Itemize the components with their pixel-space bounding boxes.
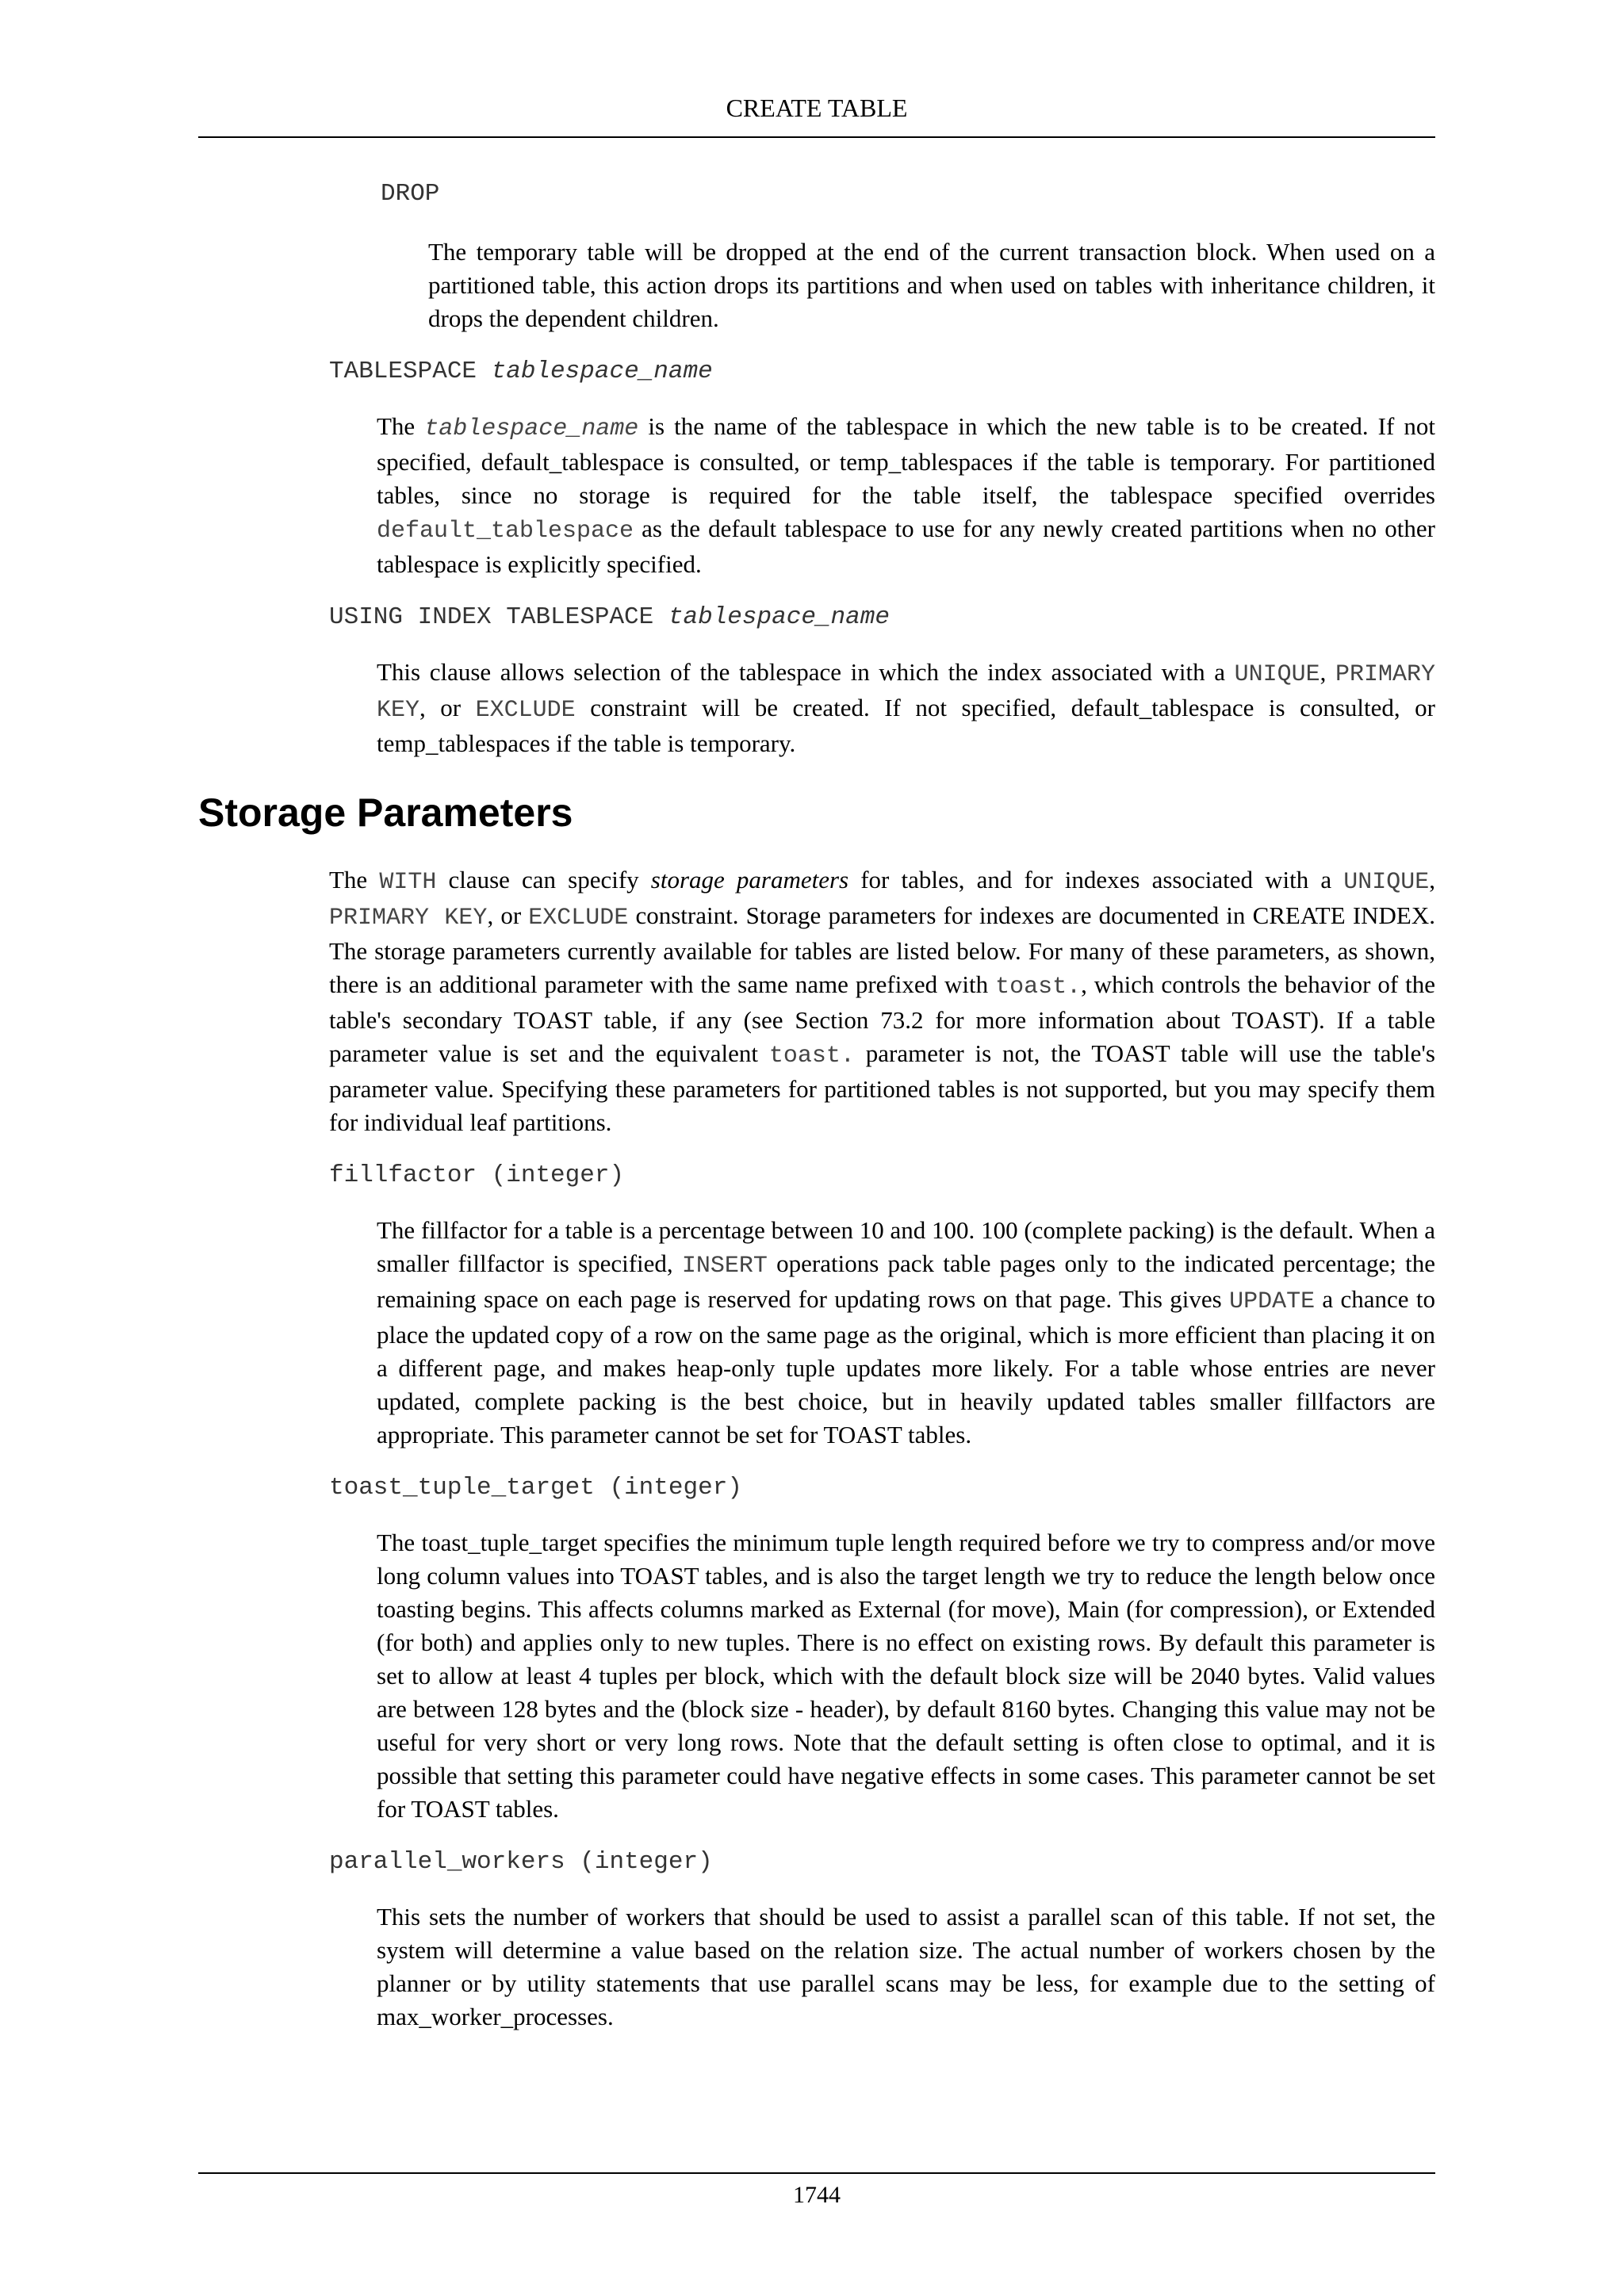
code-update: UPDATE — [1229, 1288, 1316, 1315]
code-exclude: EXCLUDE — [475, 697, 576, 724]
using-index-description: This clause allows selection of the tablespace in which the index associated with a UNIQUE, PRIMARY KEY, or EXCLUDE constraint will be created. If not specified, default_tablespace is consulted, or temp_tablespaces if the table is temporary. — [377, 658, 1436, 757]
term-using-index-tablespace — [329, 602, 1435, 633]
section-heading-storage-parameters: Storage Parameters — [198, 790, 573, 835]
term-param: tablespace_name — [491, 358, 713, 385]
fillfactor-description: The fillfactor for a table is a percentage between 10 and 100. 100 (complete packing) is the default. When a smaller fillfactor is specified, INSERT operations pack table pages only to the indicated percentage; the remaining space on each page is reserved for updating rows on that page. This gives UPDATE a chance to place the updated copy of a row on the same page as the original, which is more efficient than placing it on a different page, and makes heap-only tuple updates more likely. For a table whose entries are never updated, complete packing is the best choice, but in heavily updated tables smaller fillfactors are appropriate. This parameter cannot be set for TOAST tables. — [377, 1216, 1435, 1448]
drop-description: The temporary table will be dropped at the end of the current transaction block. When used on a partitioned table, this action drops its partitions and when used on tables with inheritance children, it drops the dependent children. — [428, 238, 1435, 332]
term-toast-tuple-target: toast_tuple_target (integer) — [329, 1474, 742, 1502]
toast-tuple-target-description: The toast_tuple_target specifies the minimum tuple length required before we try to compress and/or move long column values into TOAST tables, and is also the target length we try to reduce the length below once toasting begins. This affects columns marked as External (for move), Main (for compression), or Extended (for both) and applies only to new tuples. There is no effect on existing rows. By default this parameter is set to allow at least 4 tuples per block, which with the default block size will be 2040 bytes. Valid values are between 128 bytes and the (block size - header), by default 8160 bytes. Changing this value may not be useful for very short or very long rows. Note that the default setting is often close to optimal, and it is possible that setting this parameter could have negative effects in some cases. This parameter cannot be set for TOAST tables. — [377, 1529, 1435, 1823]
code-primary-key: PRIMARY KEY — [377, 661, 1436, 724]
page-content — [198, 178, 1435, 2034]
code-default-tablespace: default_tablespace — [377, 518, 634, 545]
term-tablespace — [329, 356, 1435, 388]
code-tablespace-name: tablespace_name — [424, 415, 639, 442]
footer-divider — [198, 2172, 1435, 2174]
code-with: WITH — [379, 869, 437, 896]
tablespace-description: The tablespace_name is the name of the tablespace in which the new table is to be created. If not specified, default_tablespace is consulted, or temp_tablespaces if the table is temporary. For partitioned tables, since no storage is required for the table itself, the tablespace specified overrides default_tablespace as the default tablespace to use for any newly created partitions when no other tablespace is explicitly specified. — [377, 412, 1435, 578]
code-primary-key: PRIMARY KEY — [329, 905, 488, 932]
term-keyword: TABLESPACE — [329, 358, 477, 385]
header-divider — [198, 136, 1435, 138]
term-parallel-workers: parallel_workers (integer) — [329, 1848, 713, 1876]
page-header-title: CREATE TABLE — [726, 94, 908, 122]
code-exclude: EXCLUDE — [528, 905, 629, 932]
term-fillfactor: fillfactor (integer) — [329, 1161, 625, 1189]
code-unique: UNIQUE — [1343, 869, 1430, 896]
code-toast-prefix: toast. — [995, 974, 1082, 1001]
term-param: tablespace_name — [668, 603, 890, 631]
code-unique: UNIQUE — [1234, 661, 1320, 688]
page-number: 1744 — [793, 2182, 841, 2208]
code-toast-prefix: toast. — [768, 1043, 855, 1070]
emphasis-storage-parameters: storage parameters — [650, 866, 849, 894]
term-keyword: USING INDEX TABLESPACE — [329, 603, 654, 631]
parallel-workers-description: This sets the number of workers that should be used to assist a parallel scan of this table. If not set, the system will determine a value based on the relation size. The actual number of workers chosen by the planner or by utility statements that use parallel scans may be less, for example due to the setting of max_worker_processes. — [377, 1903, 1435, 2030]
term-drop: DROP — [381, 180, 440, 208]
storage-intro: The WITH clause can specify storage parameters for tables, and for indexes associated with a UNIQUE, PRIMARY KEY, or EXCLUDE constraint. Storage parameters for indexes are documented in CREATE INDEX. The storage parameters currently available for tables are listed below. For many of these parameters, as shown, there is an additional parameter with the same name prefixed with toast., which controls the behavior of the table's secondary TOAST table, if any (see Section 73.2 for more information about TOAST). If a table parameter value is set and the equivalent toast. parameter is not, the TOAST table will use the table's parameter value. Specifying these parameters for partitioned tables is not supported, but you may specify them for individual leaf partitions. — [329, 866, 1435, 1136]
code-insert: INSERT — [681, 1253, 768, 1280]
